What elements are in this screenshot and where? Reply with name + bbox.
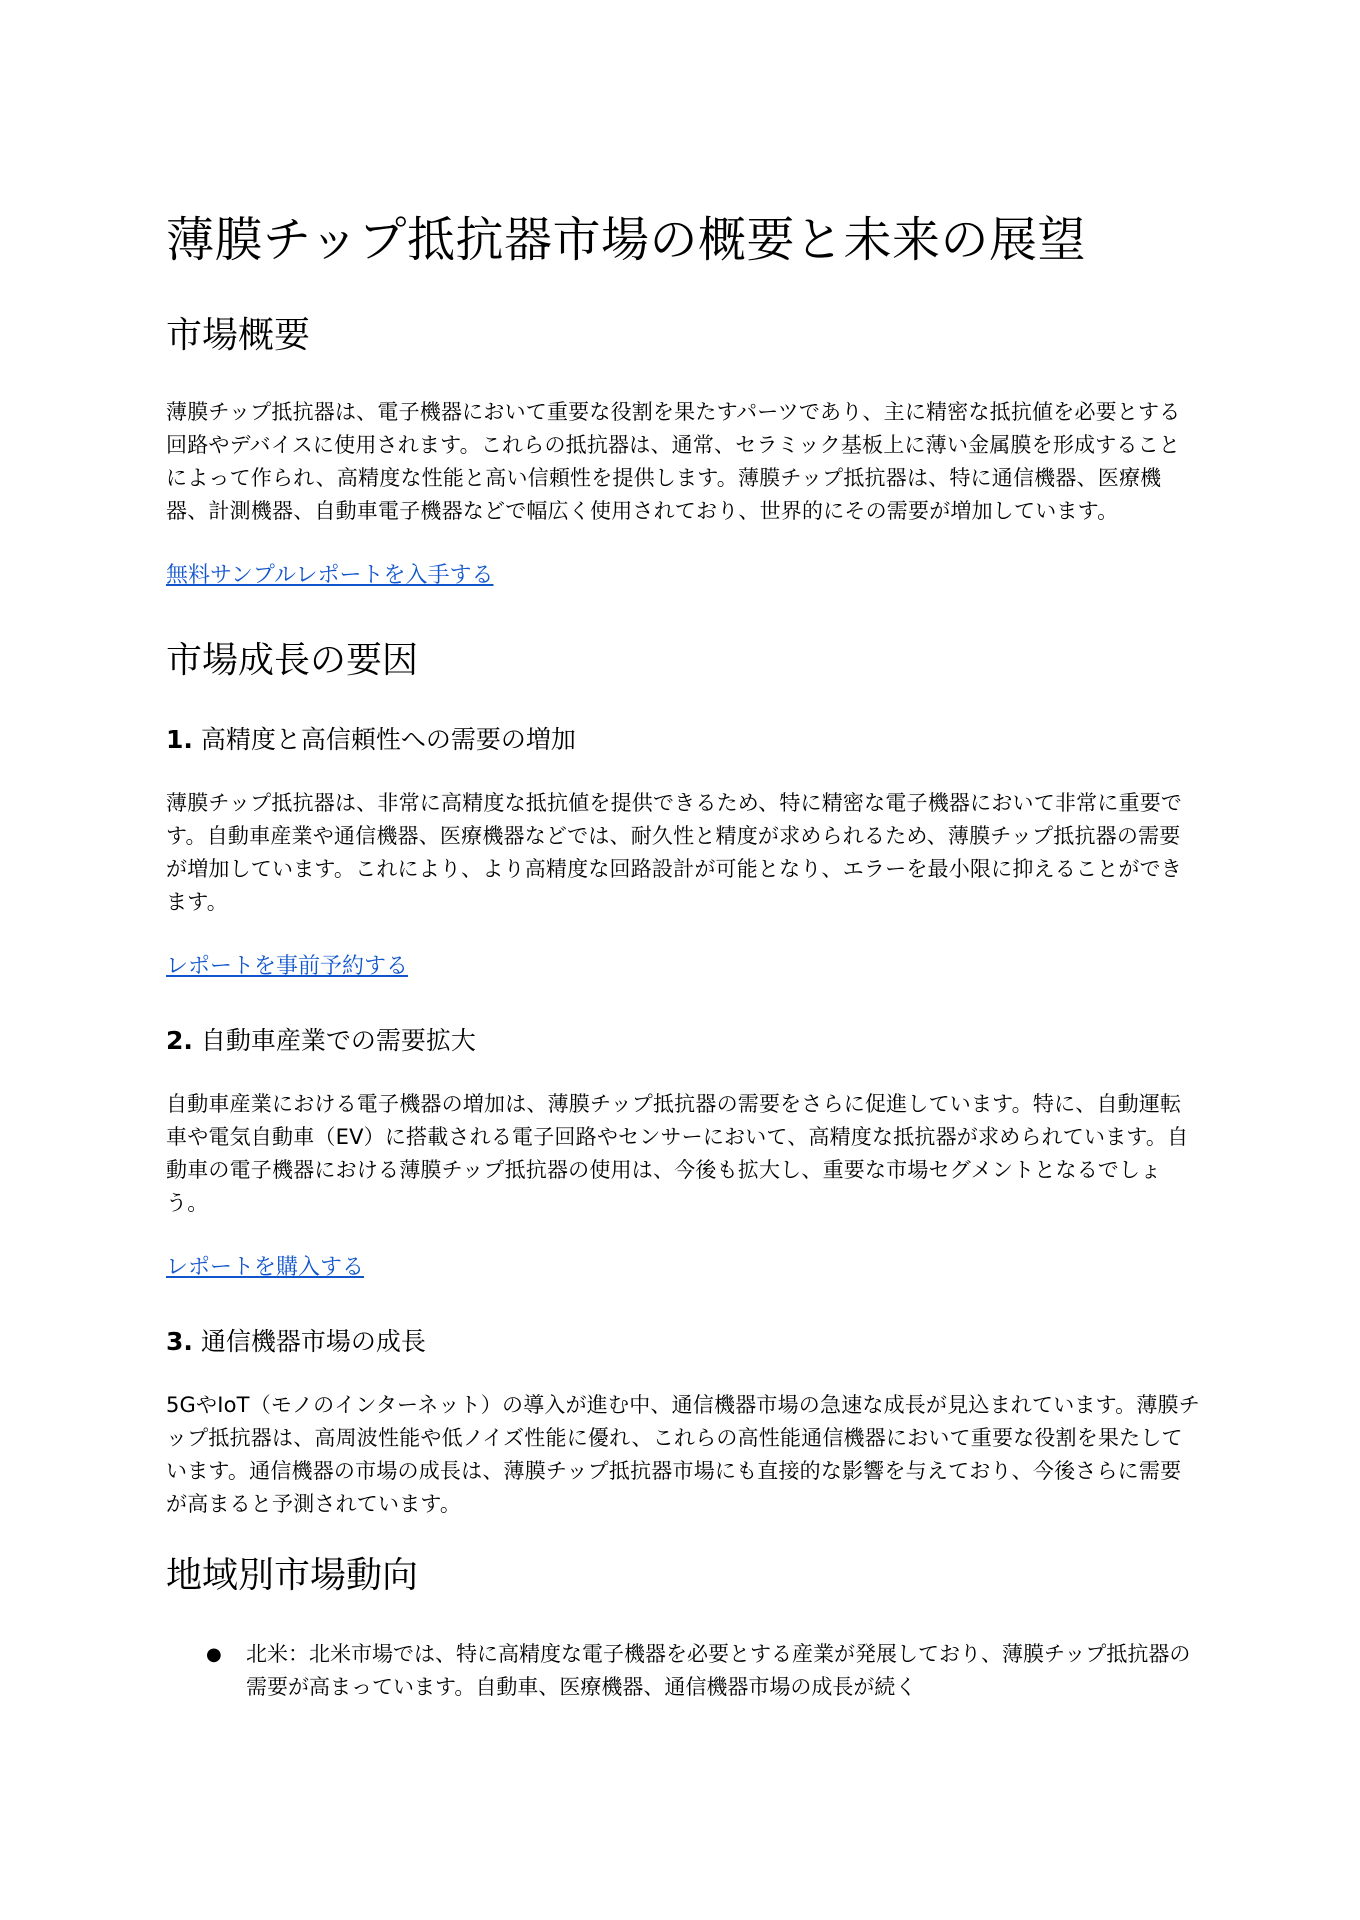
- growth-factor-2-paragraph: 自動車産業における電子機器の増加は、薄膜チップ抵抗器の需要をさらに促進しています。特に、自動運転車や電気自動車（EV）に搭載される電子回路やセンサーにおいて、高精度な抵抗器が求められています。自動車の電子機器における薄膜チップ抵抗器の使用は、今後も拡大し、重要な市場セグメントとなるでしょう。: [166, 1092, 1189, 1215]
- regional-trends-section: [166, 1552, 1200, 1704]
- regional-trends-list: [166, 1638, 1200, 1704]
- growth-factor-2-heading: [166, 1024, 1200, 1058]
- growth-factor-2: [166, 1024, 1200, 1325]
- growth-factor-1: [166, 723, 1200, 1024]
- purchase-report-link[interactable]: レポートを購入する: [166, 1255, 365, 1280]
- growth-factor-1-title: 高精度と高信頼性への需要の増加: [200, 725, 576, 754]
- free-sample-report-link[interactable]: 無料サンプルレポートを入手する: [166, 563, 494, 588]
- growth-factor-2-number: 2.: [166, 1026, 193, 1055]
- growth-factor-1-heading: [166, 723, 1200, 757]
- pre-order-report-link[interactable]: レポートを事前予約する: [166, 954, 409, 979]
- growth-factor-1-number: 1.: [166, 725, 193, 754]
- bullet-icon: ●: [206, 1644, 222, 1665]
- market-overview-paragraph: 薄膜チップ抵抗器は、電子機器において重要な役割を果たすパーツであり、主に精密な抵抗値を必要とする回路やデバイスに使用されます。これらの抵抗器は、通常、セラミック基板上に薄い金属膜を形成することによって作られ、高精度な性能と高い信頼性を提供します。薄膜チップ抵抗器は、特に通信機器、医療機器、計測機器、自動車電子機器などで幅広く使用されており、世界的にその需要が増加しています。: [166, 400, 1181, 523]
- growth-factor-3-heading: [166, 1325, 1200, 1359]
- growth-factor-3: [166, 1325, 1200, 1521]
- growth-factors-heading: 市場成長の要因: [166, 640, 419, 681]
- growth-factors-section: [166, 637, 1200, 1521]
- growth-factor-2-title: 自動車産業での需要拡大: [200, 1026, 476, 1055]
- market-overview-heading: 市場概要: [166, 315, 311, 356]
- regional-trends-heading: 地域別市場動向: [166, 1555, 419, 1596]
- growth-factor-3-number: 3.: [166, 1327, 193, 1356]
- growth-factor-1-paragraph: 薄膜チップ抵抗器は、非常に高精度な抵抗値を提供できるため、特に精密な電子機器において非常に重要です。自動車産業や通信機器、医療機器などでは、耐久性と精度が求められるため、薄膜チップ抵抗器の需要が増加しています。これにより、より高精度な回路設計が可能となり、エラーを最小限に抑えることができます。: [166, 791, 1183, 914]
- growth-factor-3-title: 通信機器市場の成長: [200, 1327, 426, 1356]
- regional-item-text: 北米：北米市場では、特に高精度な電子機器を必要とする産業が発展しており、薄膜チップ抵抗器の需要が高まっています。自動車、医療機器、通信機器市場の成長が続く: [246, 1642, 1191, 1699]
- list-item: [206, 1638, 1200, 1704]
- market-overview-section: [166, 312, 1200, 633]
- document-title: 薄膜チップ抵抗器市場の概要と未来の展望: [166, 212, 1087, 268]
- growth-factor-3-paragraph: 5GやIoT（モノのインターネット）の導入が進む中、通信機器市場の急速な成長が見込まれています。薄膜チップ抵抗器は、高周波性能や低ノイズ性能に優れ、これらの高性能通信機器において重要な役割を果たしています。通信機器の市場の成長は、薄膜チップ抵抗器市場にも直接的な影響を与えており、今後さらに需要が高まると予測されています。: [166, 1393, 1200, 1516]
